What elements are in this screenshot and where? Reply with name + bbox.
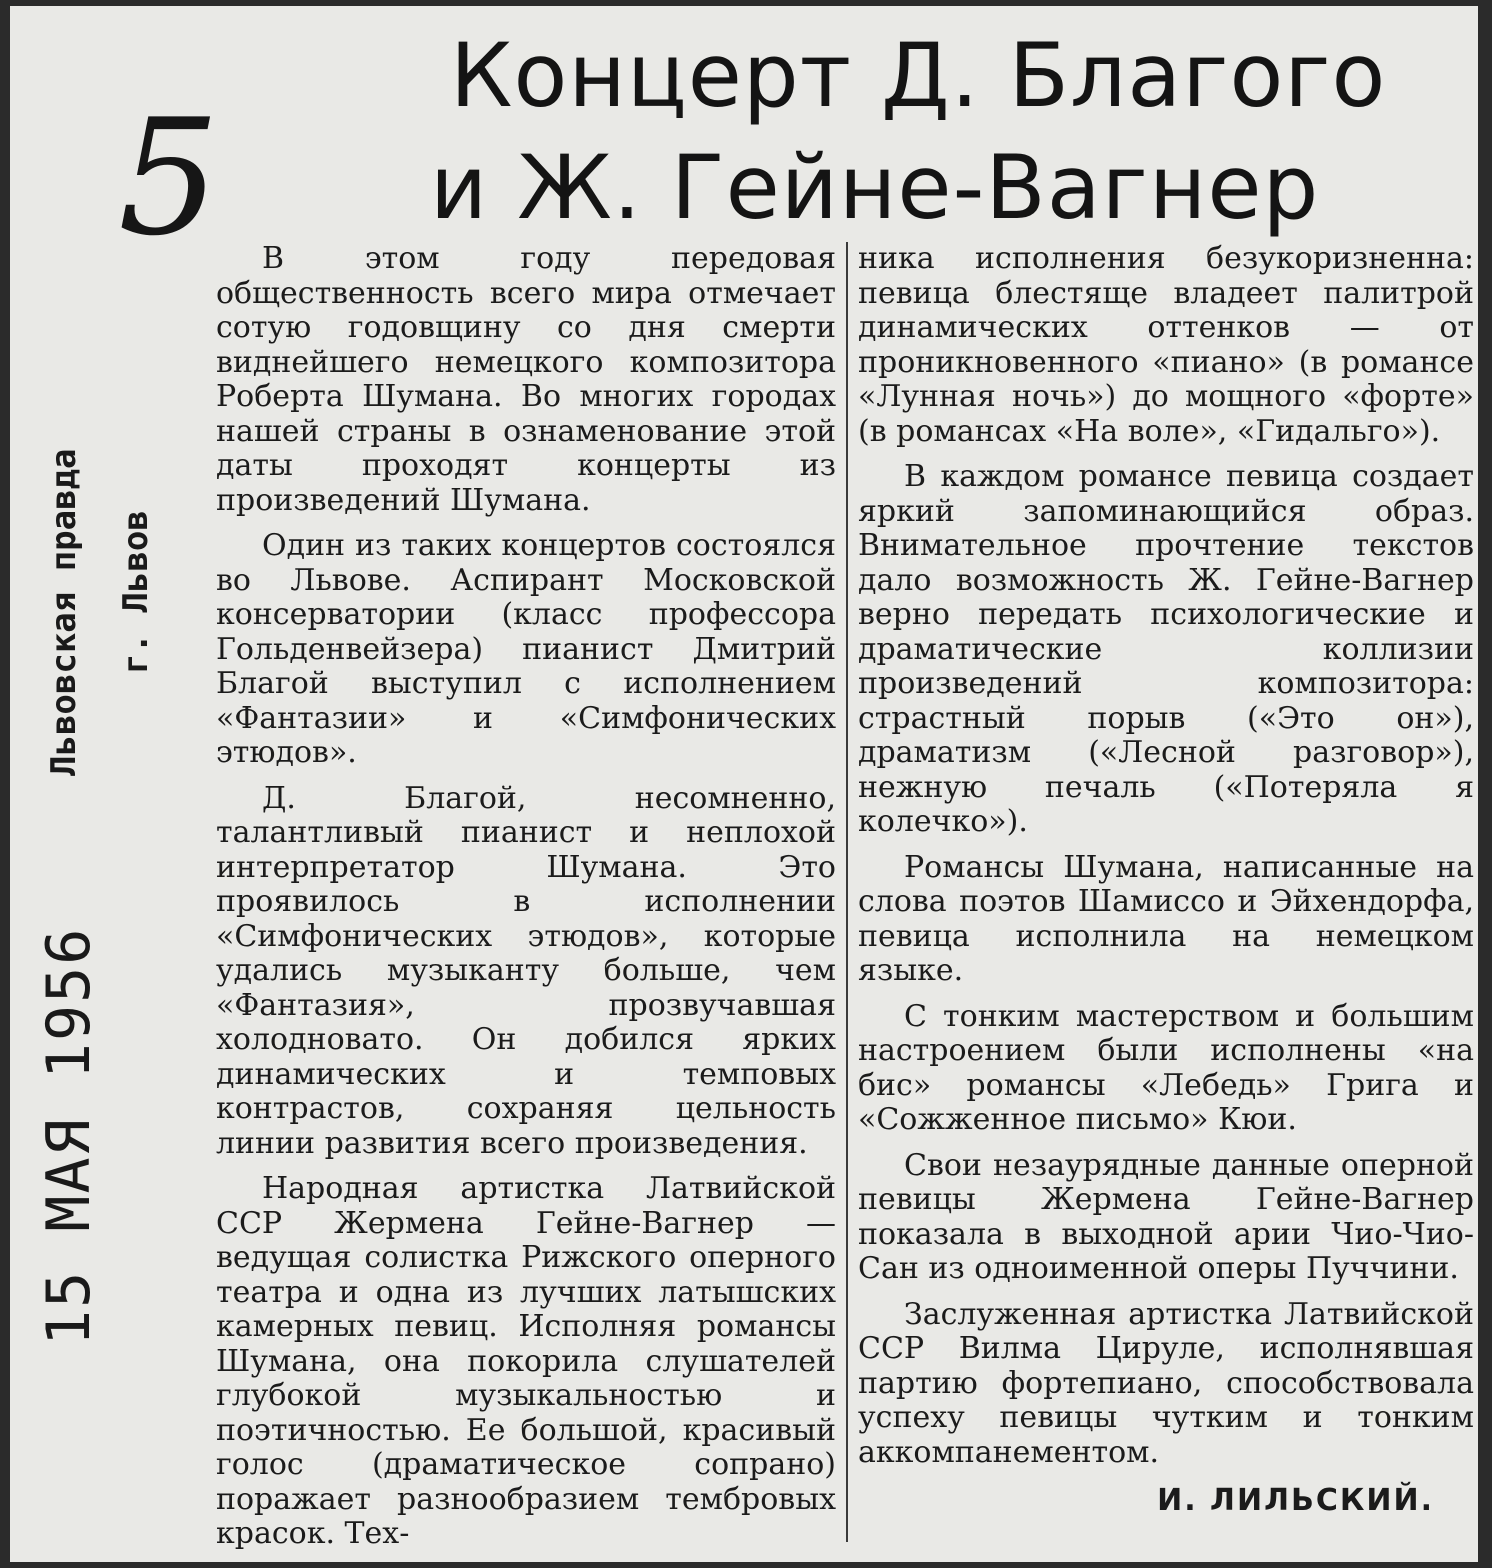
headline-line-2: и Ж. Гейне-Вагнер (430, 136, 1320, 239)
article-column-right (858, 242, 1474, 1530)
paragraph: В этом году передовая общественность всего мира отмечает сотую годовщину со дня смерти виднейшего немецкого композитора Роберта Шумана. Во многих городах нашей страны в ознаменование этой даты проходят концерты из произведений Шумана. (216, 241, 836, 518)
article-column-left (216, 242, 836, 1562)
newspaper-name-stamp: Львовская правда (44, 448, 84, 776)
paragraph: Д. Благой, несомненно, талантливый пианист и неплохой интерпретатор Шумана. Это проявилось в исполнении «Симфонических этюдов», которые удались музыканту больше, чем «Фантазия», прозвучавшая холодновато. Он добился ярких динамических и темповых контрастов, сохраняя цельность линии развития всего произведения. (216, 780, 836, 1161)
paragraph: Один из таких концертов состоялся во Львове. Аспирант Московской консерватории (класс профессора Гольденвейзера) пианист Дмитрий Благой выступил с исполнением «Фантазии» и «Симфонических этюдов». (216, 528, 836, 770)
date-stamp: 15 МАЯ 1956 (34, 926, 104, 1346)
paragraph: Заслуженная артистка Латвийской ССР Вилма Цируле, исполнявшая партию фортепиано, способствовала успеху певицы чутким и тонким аккомпанементом. (858, 1296, 1474, 1470)
headline-line-1: Концерт Д. Благого (450, 24, 1387, 127)
handwritten-page-number: 5 (118, 84, 220, 271)
author-signature: И. ЛИЛЬСКИЙ. (1157, 1483, 1434, 1518)
column-divider (846, 242, 848, 1542)
paragraph: Романсы Шумана, написанные на слова поэтов Шамиссо и Эйхендорфа, певица исполнила на немецком языке. (858, 849, 1474, 988)
paragraph: С тонким мастерством и большим настроением были исполнены «на бис» романсы «Лебедь» Грига и «Сожженное письмо» Кюи. (858, 998, 1474, 1137)
paragraph: Свои незаурядные данные оперной певицы Жермена Гейне-Вагнер показала в выходной арии Чио-Чио-Сан из одноименной оперы Пуччини. (858, 1147, 1474, 1286)
paragraph: ника исполнения безукоризненна: певица блестяще владеет палитрой динамических оттенков — от проникновенного «пиано» (в романсе «Лунная ночь») до мощного «форте» (в романсах «На воле», «Гидальго»). (858, 241, 1474, 449)
newspaper-clipping (10, 6, 1478, 1562)
city-stamp: г. Львов (116, 510, 156, 674)
paragraph: Народная артистка Латвийской ССР Жермена Гейне-Вагнер — ведущая солистка Рижского оперного театра и одна из лучших латышских камерных певиц. Исполняя романсы Шумана, она покорила слушателей глубокой музыкальностью и поэтичностью. Ее большой, красивый голос (драматическое сопрано) поражает разнообразием тембровых красок. Тех- (216, 1171, 836, 1551)
paragraph: В каждом романсе певица создает яркий запоминающийся образ. Внимательное прочтение текстов дало возможность Ж. Гейне-Вагнер верно передать психологические и драматические коллизии произведений композитора: страстный порыв («Это он»), драматизм («Лесной разговор»), нежную печаль («Потеряла я колечко»). (858, 459, 1474, 839)
